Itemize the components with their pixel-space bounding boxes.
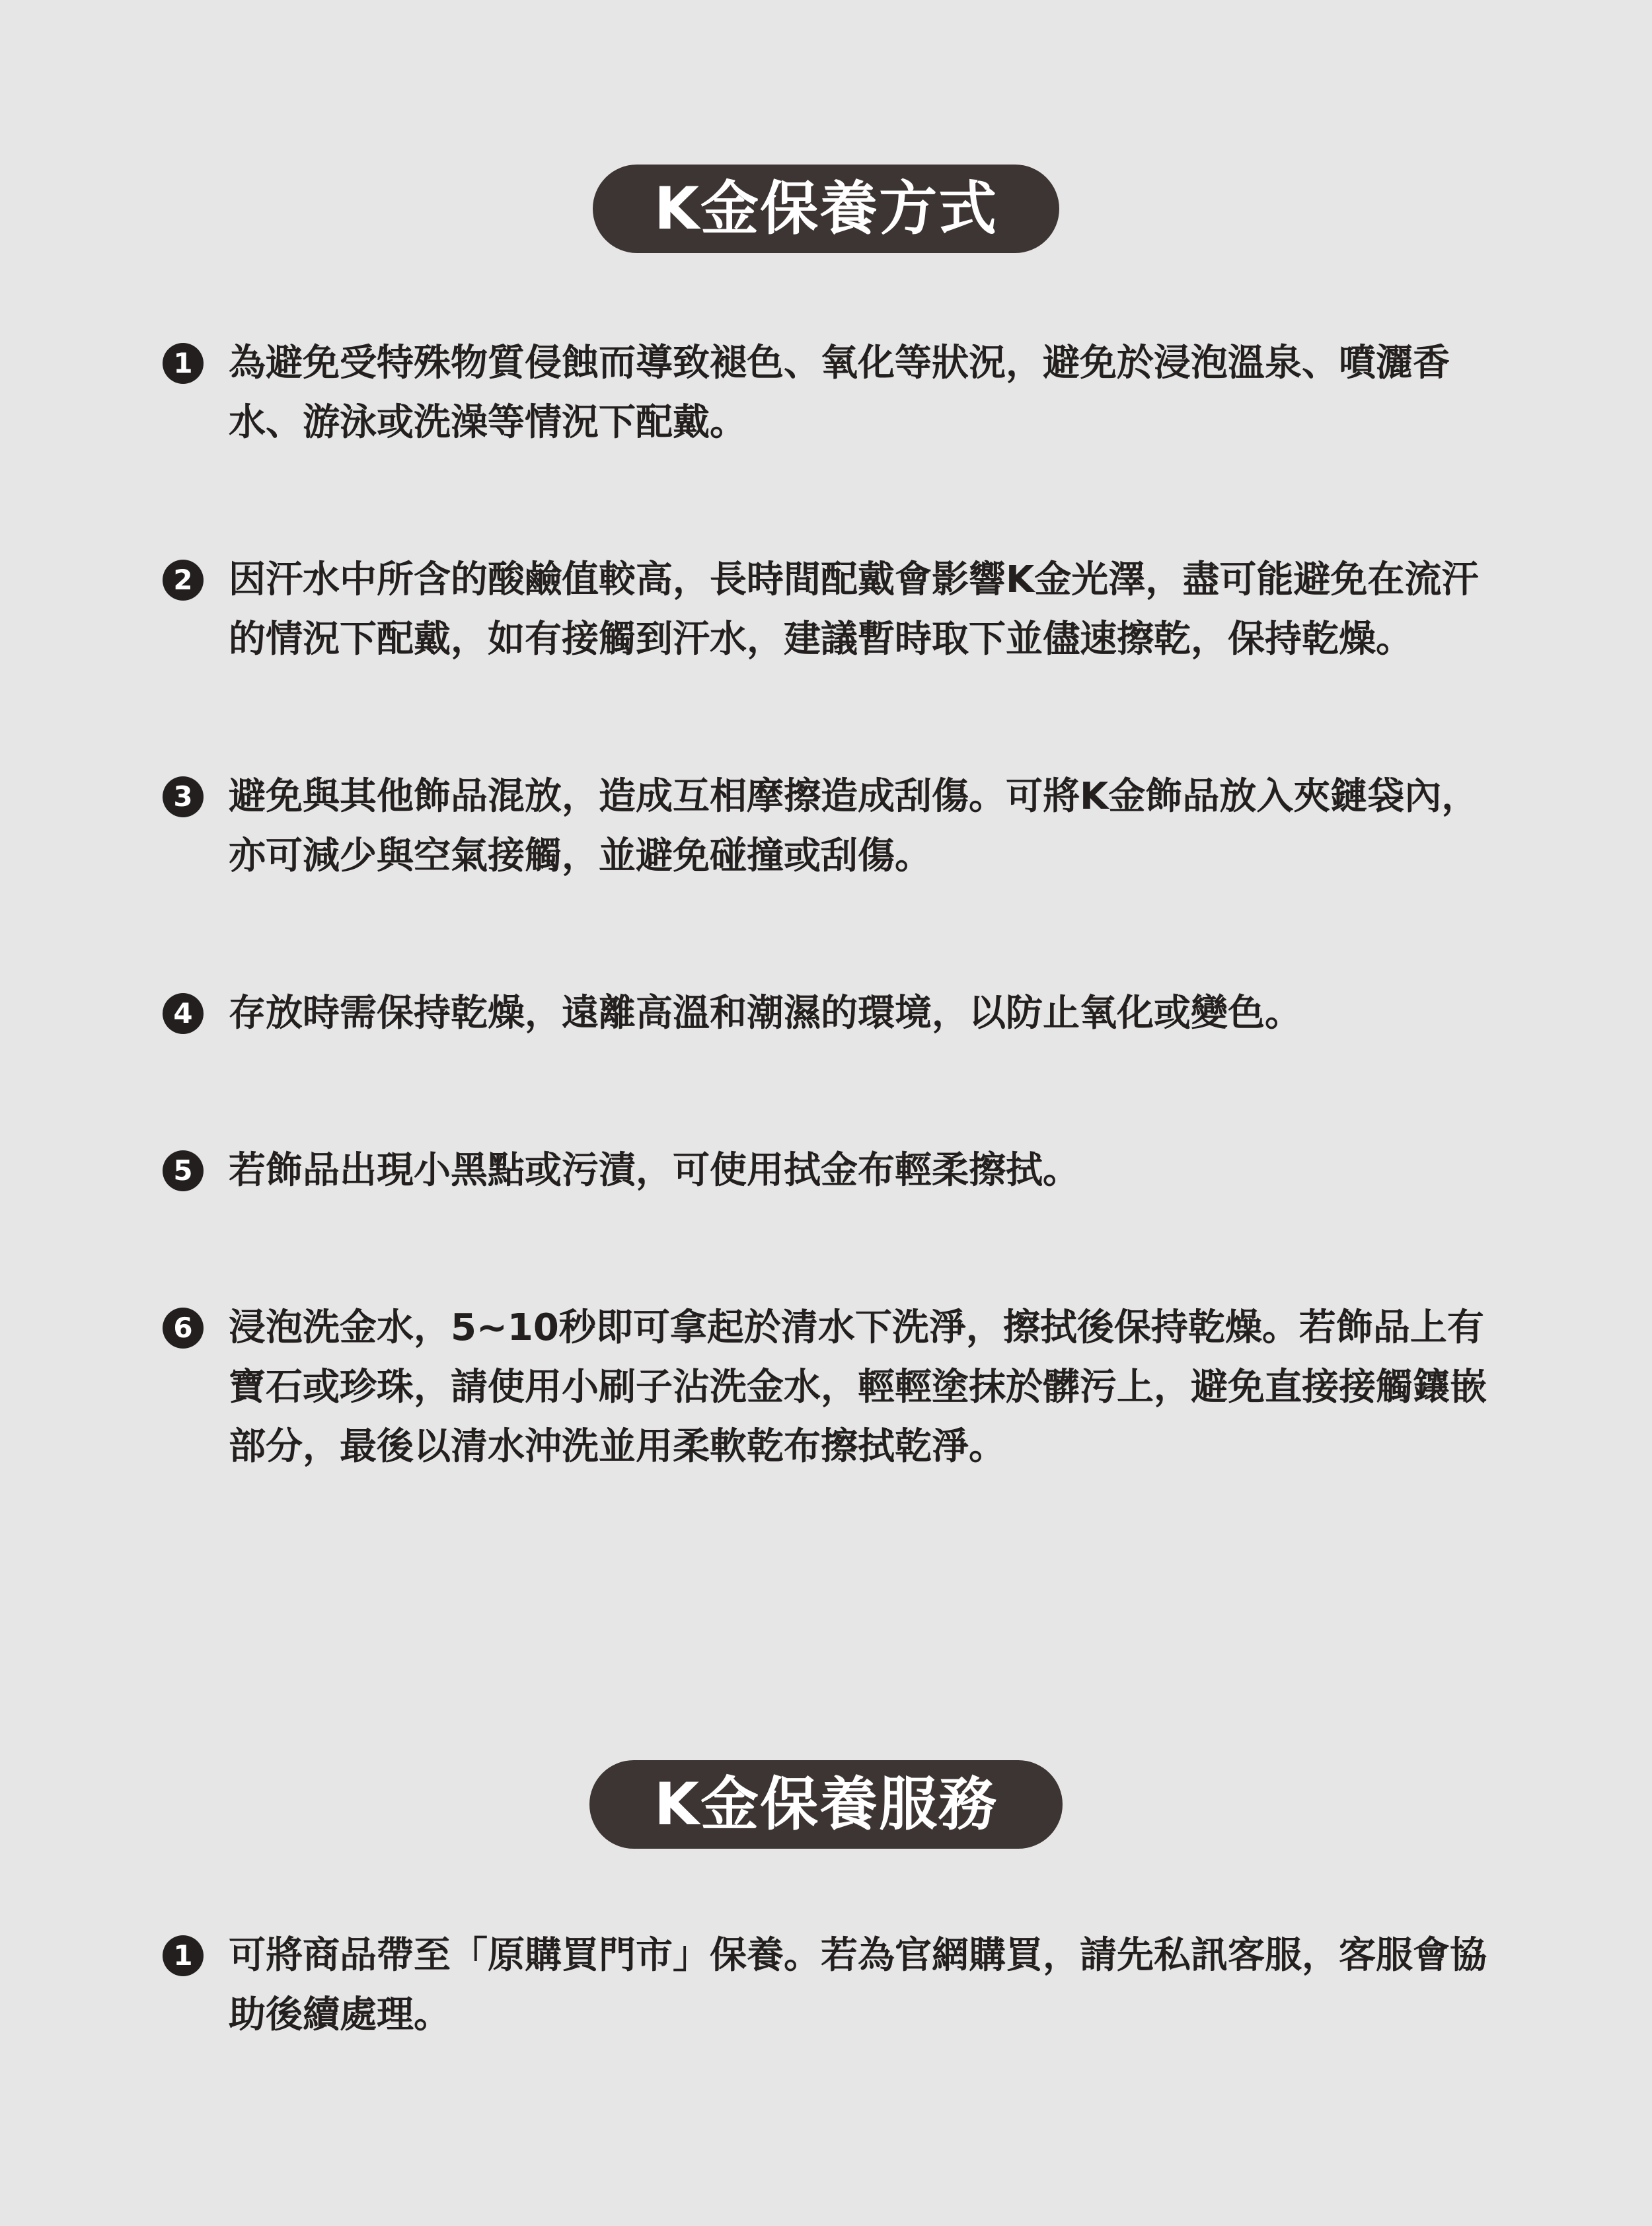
list-item-text: 避免與其他飾品混放，造成互相摩擦造成刮傷。可將K金飾品放入夾鏈袋內，亦可減少與空氣接觸，並避免碰撞或刮傷。 — [229, 775, 1479, 877]
care-methods-list — [163, 334, 1491, 1477]
list-item — [163, 984, 1491, 1043]
number-badge: 5 — [163, 1150, 204, 1191]
list-item-text: 因汗水中所含的酸鹼值較高，長時間配戴會影響K金光澤，盡可能避免在流汗的情況下配戴，如有接觸到汗水，建議暫時取下並儘速擦乾，保持乾燥。 — [229, 558, 1479, 661]
number-badge: 2 — [163, 560, 204, 601]
list-item-text: 若飾品出現小黑點或污漬，可使用拭金布輕柔擦拭。 — [229, 1149, 1080, 1192]
section-title-care-methods: K金保養方式 — [593, 165, 1059, 253]
list-item — [163, 334, 1491, 453]
list-item — [163, 767, 1491, 886]
list-item — [163, 550, 1491, 669]
list-item-text: 存放時需保持乾燥，遠離高溫和潮濕的環境，以防止氧化或變色。 — [229, 992, 1302, 1035]
number-badge: 1 — [163, 343, 204, 384]
list-item-text: 為避免受特殊物質侵蝕而導致褪色、氧化等狀況，避免於浸泡溫泉、噴灑香水、游泳或洗澡等情況下配戴。 — [229, 342, 1450, 444]
list-item-text: 浸泡洗金水，5~10秒即可拿起於清水下洗淨，擦拭後保持乾燥。若飾品上有寶石或珍珠，請使用小刷子沾洗金水，輕輕塗抹於髒污上，避免直接接觸鑲嵌部分，最後以清水沖洗並用柔軟乾布擦拭乾淨。 — [229, 1306, 1487, 1468]
section-title-care-service: K金保養服務 — [589, 1760, 1063, 1849]
number-badge: 3 — [163, 776, 204, 817]
number-badge: 4 — [163, 993, 204, 1034]
list-item — [163, 1926, 1491, 2045]
number-badge: 6 — [163, 1308, 204, 1349]
number-badge: 1 — [163, 1935, 204, 1976]
care-service-list — [163, 1926, 1491, 2045]
list-item — [163, 1298, 1491, 1477]
list-item-text: 可將商品帶至「原購買門市」保養。若為官網購買，請先私訊客服，客服會協助後續處理。 — [229, 1934, 1487, 2036]
list-item — [163, 1141, 1491, 1201]
